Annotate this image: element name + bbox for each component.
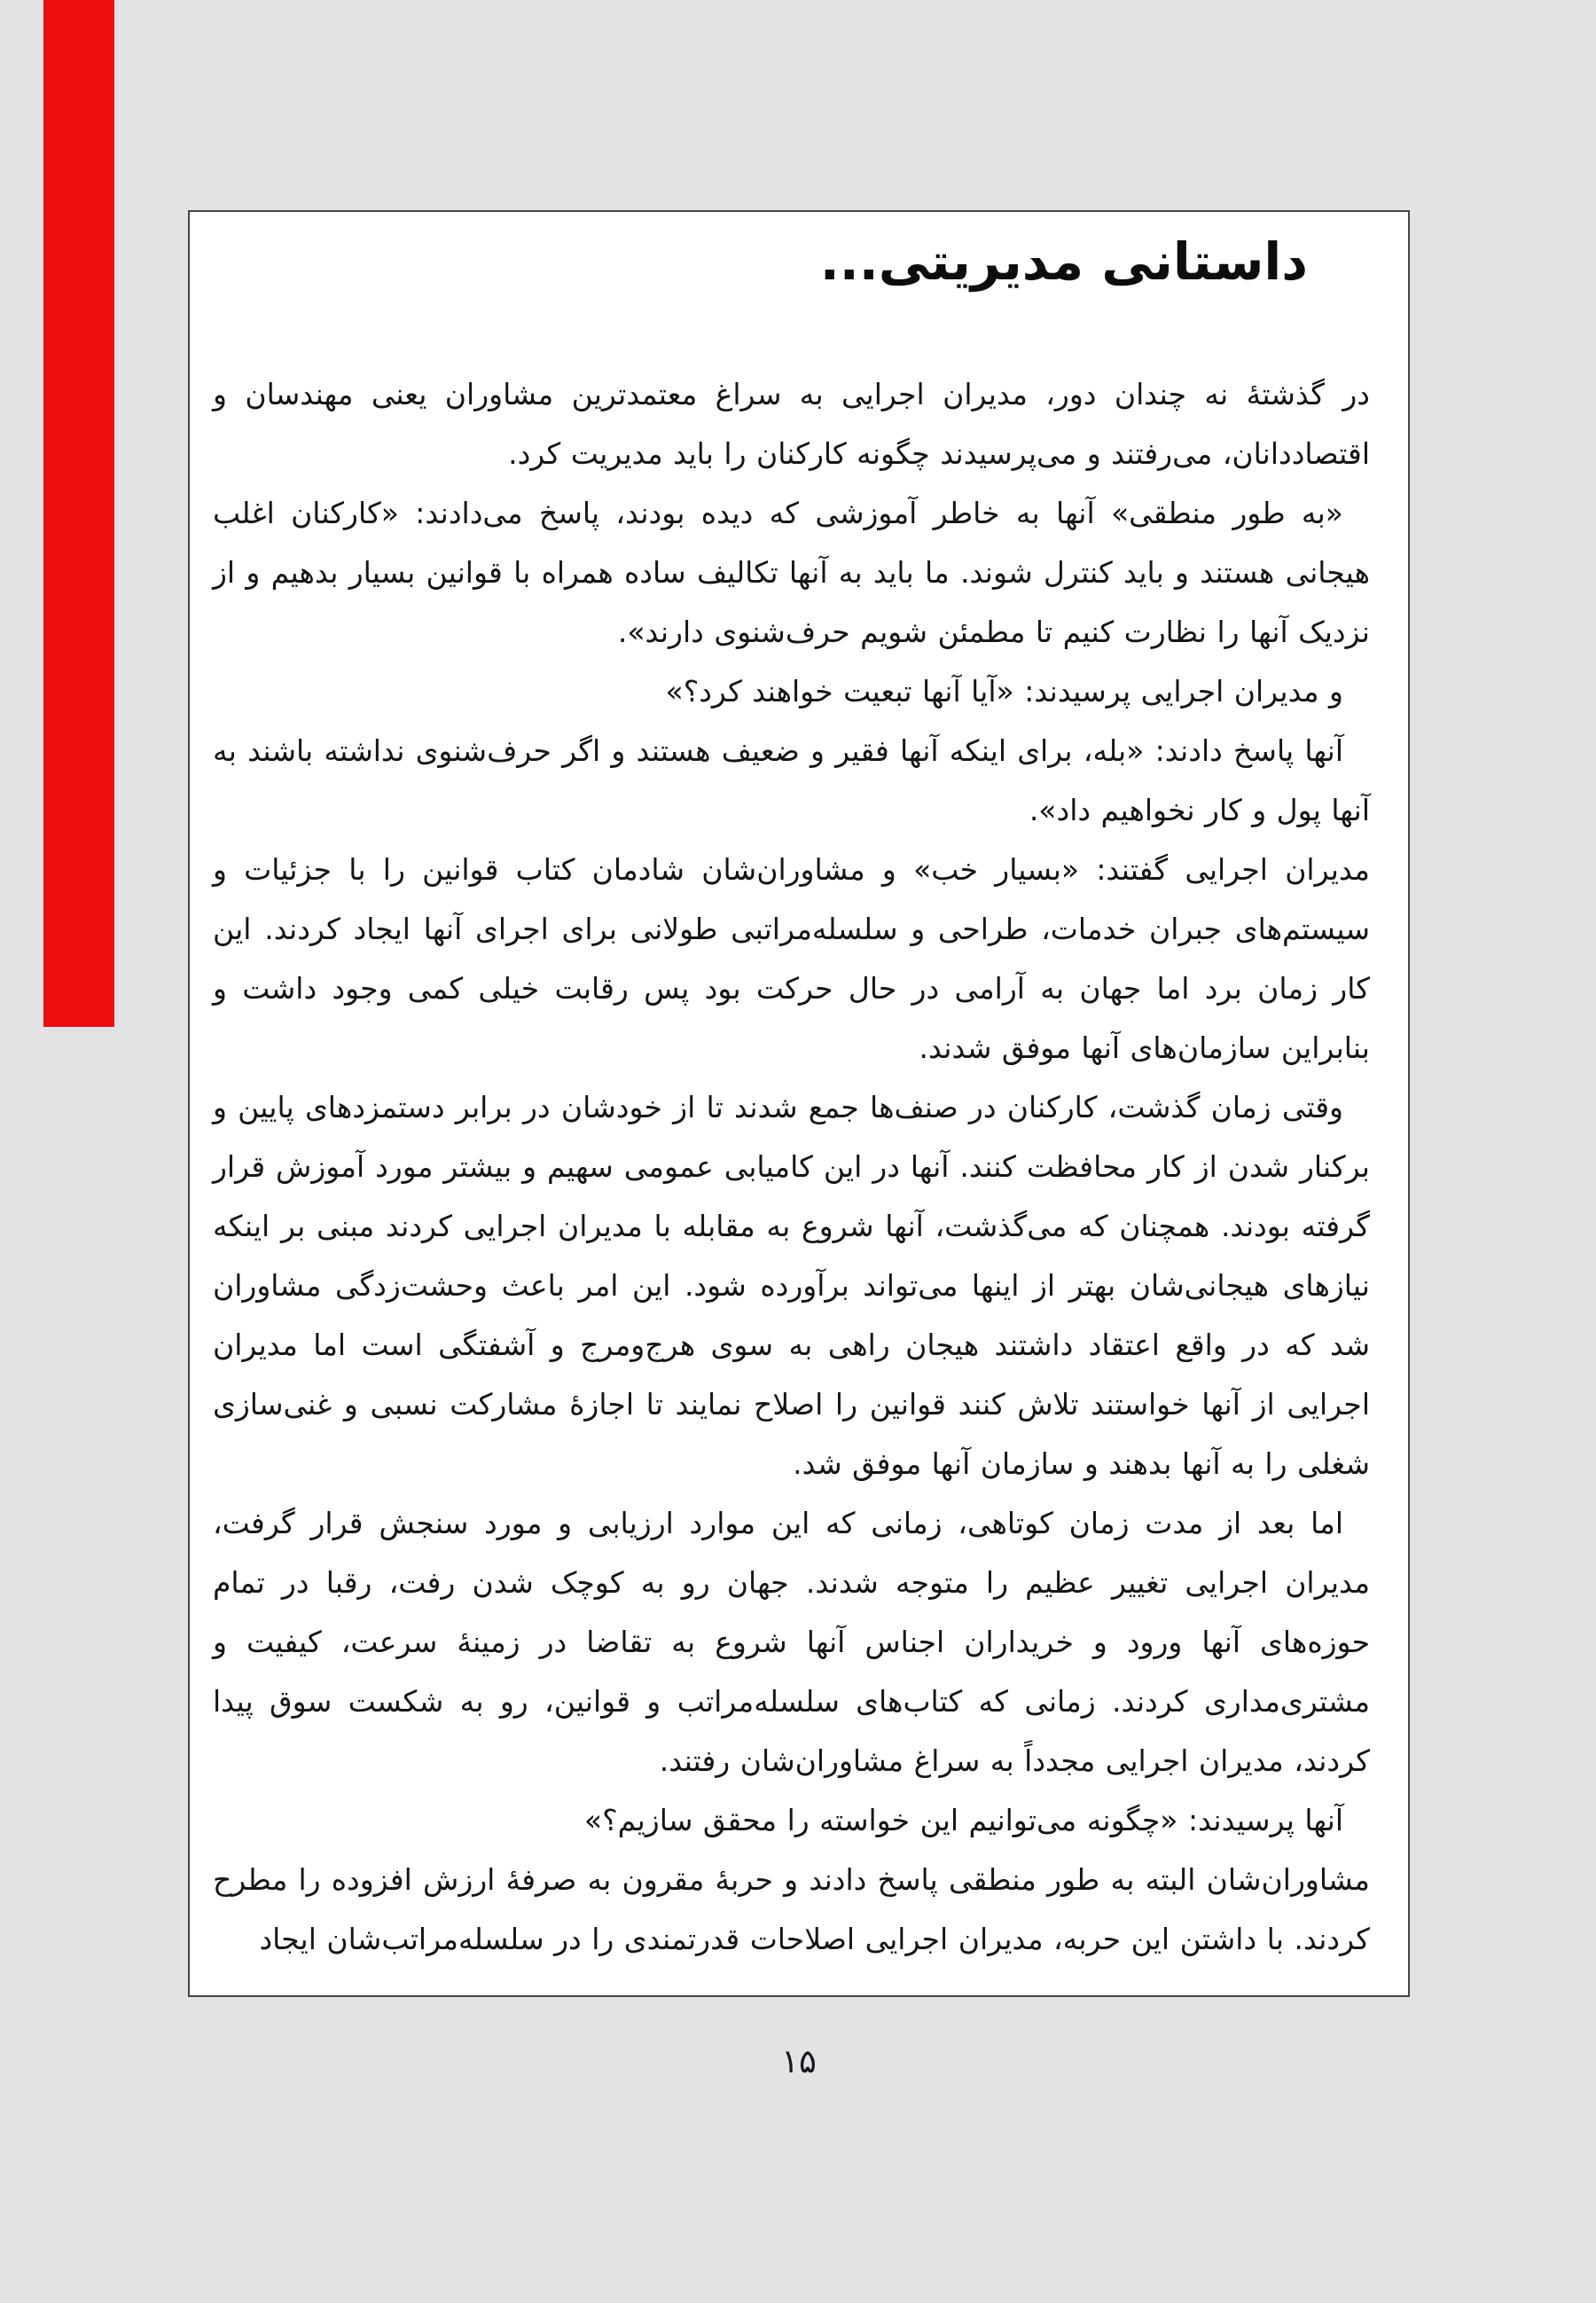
paragraph: آنها پرسیدند: «چگونه می‌توانیم این خواسته را محقق سازیم؟» [583, 1803, 1343, 1837]
paragraph: و مدیران اجرایی پرسیدند: «آیا آنها تبعیت خواهند کرد؟» [665, 674, 1343, 709]
story-text [213, 364, 1370, 1969]
paragraph: در گذشتهٔ نه چندان دور، مدیران اجرایی به سراغ معتمدترین مشاوران یعنی مهندسان و اقتصاددانان، می‌رفتند و می‌پرسیدند چگونه کارکنان را باید مدیریت کرد. [213, 377, 1370, 471]
page-frame [188, 210, 1410, 1997]
paragraph: وقتی زمان گذشت، کارکنان در صنف‌ها جمع شدند تا از خودشان در برابر دستمزدهای پایین و برکنار شدن از کار محافظت کنند. آنها در این کامیابی عمومی سهیم و بیشتر مورد آموزش قرار گرفته بودند. همچنان که می‌گذشت، آنها شروع به مقابله با مدیران اجرایی کردند مبنی بر اینکه نیازهای هیجانی‌شان بهتر از اینها می‌تواند برآورده شود. این امر باعث وحشت‌زدگی مشاوران شد که در واقع اعتقاد داشتند هیجان راهی به سوی هرج‌ومرج و آشفتگی است اما مدیران اجرایی از آنها خواستند تلاش کنند قوانین را اصلاح نمایند تا اجازهٔ مشارکت نسبی و غنی‌سازی شغلی را به آنها بدهند و سازمان آنها موفق شد. [213, 1090, 1370, 1481]
paragraph: اما بعد از مدت زمان کوتاهی، زمانی که این موارد ارزیابی و مورد سنجش قرار گرفت، مدیران اجرایی تغییر عظیم را متوجه شدند. جهان رو به کوچک شدن رفت، رقبا در تمام حوزه‌های آنها ورود و خریداران اجناس آنها شروع به تقاضا در زمینهٔ سرعت، کیفیت و مشتری‌مداری کردند. زمانی که کتاب‌های سلسله‌مراتب و قوانین، رو به شکست سوق پیدا کردند، مدیران اجرایی مجدداً به سراغ مشاوران‌شان رفتند. [213, 1506, 1370, 1778]
paragraph: مشاوران‌شان البته به طور منطقی پاسخ دادند و حربهٔ مقرون به صرفهٔ ارزش افزوده را مطرح کردند. با داشتن این حربه، مدیران اجرایی اصلاحات قدرتمندی را در سلسله‌مراتب‌شان ایجاد [213, 1862, 1370, 1956]
page-title: داستانی مدیریتی... [819, 231, 1308, 292]
scan-red-edge-mark [43, 0, 114, 1027]
paragraph: «به طور منطقی» آنها به خاطر آموزشی که دیده بودند، پاسخ می‌دادند: «کارکنان اغلب هیجانی هستند و باید کنترل شوند. ما باید به آنها تکالیف ساده همراه با قوانین بسیار بدهیم و از نزدیک آنها را نظارت کنیم تا مطمئن شویم حرف‌شنوی دارند». [213, 496, 1370, 649]
page-content [190, 212, 1408, 1969]
page-number: ۱۵ [781, 2042, 817, 2080]
paragraph: مدیران اجرایی گفتند: «بسیار خب» و مشاوران‌شان شادمان کتاب قوانین را با جزئیات و سیستم‌های جبران خدمات، طراحی و سلسله‌مراتبی طولانی برای اجرای آنها ایجاد کردند. این کار زمان برد اما جهان به آرامی در حال حرکت بود پس رقابت خیلی کمی وجود داشت و بنابراین سازمان‌های آنها موفق شدند. [213, 852, 1370, 1065]
paragraph: آنها پاسخ دادند: «بله، برای اینکه آنها فقیر و ضعیف هستند و اگر حرف‌شنوی نداشته باشند به آنها پول و کار نخواهیم داد». [213, 733, 1370, 827]
